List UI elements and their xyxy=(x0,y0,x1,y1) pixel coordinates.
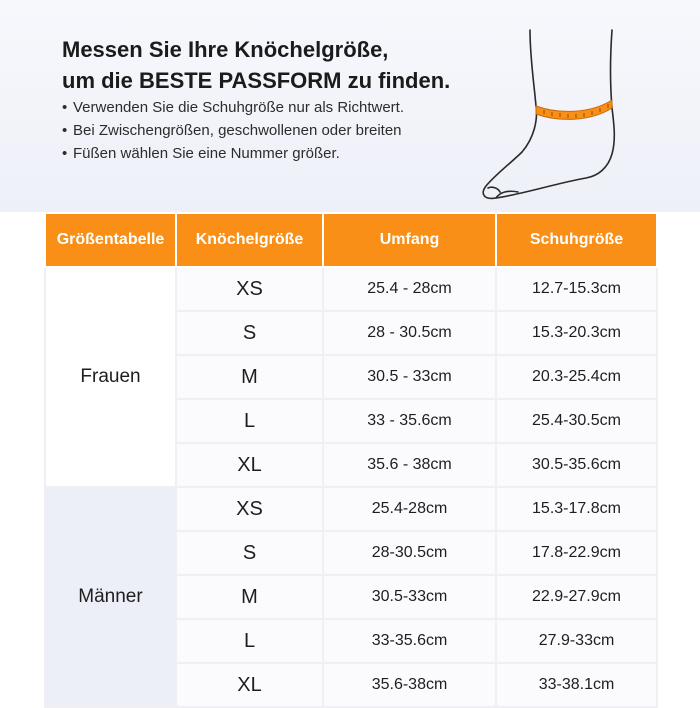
circumference-cell: 30.5-33cm xyxy=(323,575,496,619)
instructions-list xyxy=(62,96,404,165)
ankle-size-cell: M xyxy=(176,355,323,399)
measuring-tape-icon xyxy=(536,100,612,119)
headline xyxy=(62,34,450,96)
circumference-cell: 25.4-28cm xyxy=(323,487,496,531)
table-row xyxy=(45,487,657,531)
circumference-cell: 33 - 35.6cm xyxy=(323,399,496,443)
shoe-size-cell: 15.3-20.3cm xyxy=(496,311,657,355)
ankle-size-cell: L xyxy=(176,399,323,443)
ankle-size-cell: XS xyxy=(176,487,323,531)
column-header-ankle-size: Knöchelgröße xyxy=(176,213,323,267)
table-row xyxy=(45,267,657,311)
men-rows xyxy=(45,487,657,707)
column-header-size-chart: Größentabelle xyxy=(45,213,176,267)
shoe-size-cell: 33-38.1cm xyxy=(496,663,657,707)
shoe-size-cell: 20.3-25.4cm xyxy=(496,355,657,399)
circumference-cell: 33-35.6cm xyxy=(323,619,496,663)
circumference-cell: 25.4 - 28cm xyxy=(323,267,496,311)
table-header-row xyxy=(45,213,657,267)
column-header-circumference: Umfang xyxy=(323,213,496,267)
circumference-cell: 30.5 - 33cm xyxy=(323,355,496,399)
circumference-cell: 28 - 30.5cm xyxy=(323,311,496,355)
instruction-1: • Verwenden Sie die Schuhgröße nur als Richtwert. xyxy=(62,96,404,119)
circumference-cell: 35.6-38cm xyxy=(323,663,496,707)
ankle-size-cell: XS xyxy=(176,267,323,311)
circumference-cell: 28-30.5cm xyxy=(323,531,496,575)
group-label-men: Männer xyxy=(45,487,176,707)
circumference-cell: 35.6 - 38cm xyxy=(323,443,496,487)
headline-line-2: um die BESTE PASSFORM zu finden. xyxy=(62,68,451,93)
ankle-size-cell: S xyxy=(176,531,323,575)
ankle-size-cell: XL xyxy=(176,443,323,487)
shoe-size-cell: 25.4-30.5cm xyxy=(496,399,657,443)
shoe-size-cell: 15.3-17.8cm xyxy=(496,487,657,531)
shoe-size-cell: 27.9-33cm xyxy=(496,619,657,663)
size-chart-table xyxy=(44,212,658,708)
column-header-shoe-size: Schuhgröße xyxy=(496,213,657,267)
group-label-women: Frauen xyxy=(45,267,176,487)
instruction-3-text: Füßen wählen Sie eine Nummer größer. xyxy=(73,145,340,162)
instruction-3 xyxy=(62,142,404,165)
ankle-measurement-illustration xyxy=(478,28,628,208)
instruction-2: • Bei Zwischengrößen, geschwollenen oder breiten xyxy=(62,119,404,142)
ankle-size-cell: M xyxy=(176,575,323,619)
ankle-size-cell: L xyxy=(176,619,323,663)
shoe-size-cell: 12.7-15.3cm xyxy=(496,267,657,311)
shoe-size-cell: 17.8-22.9cm xyxy=(496,531,657,575)
shoe-size-cell: 22.9-27.9cm xyxy=(496,575,657,619)
shoe-size-cell: 30.5-35.6cm xyxy=(496,443,657,487)
women-rows xyxy=(45,267,657,487)
ankle-size-cell: XL xyxy=(176,663,323,707)
headline-line-1: Messen Sie Ihre Knöchelgröße, xyxy=(62,37,389,62)
ankle-size-cell: S xyxy=(176,311,323,355)
